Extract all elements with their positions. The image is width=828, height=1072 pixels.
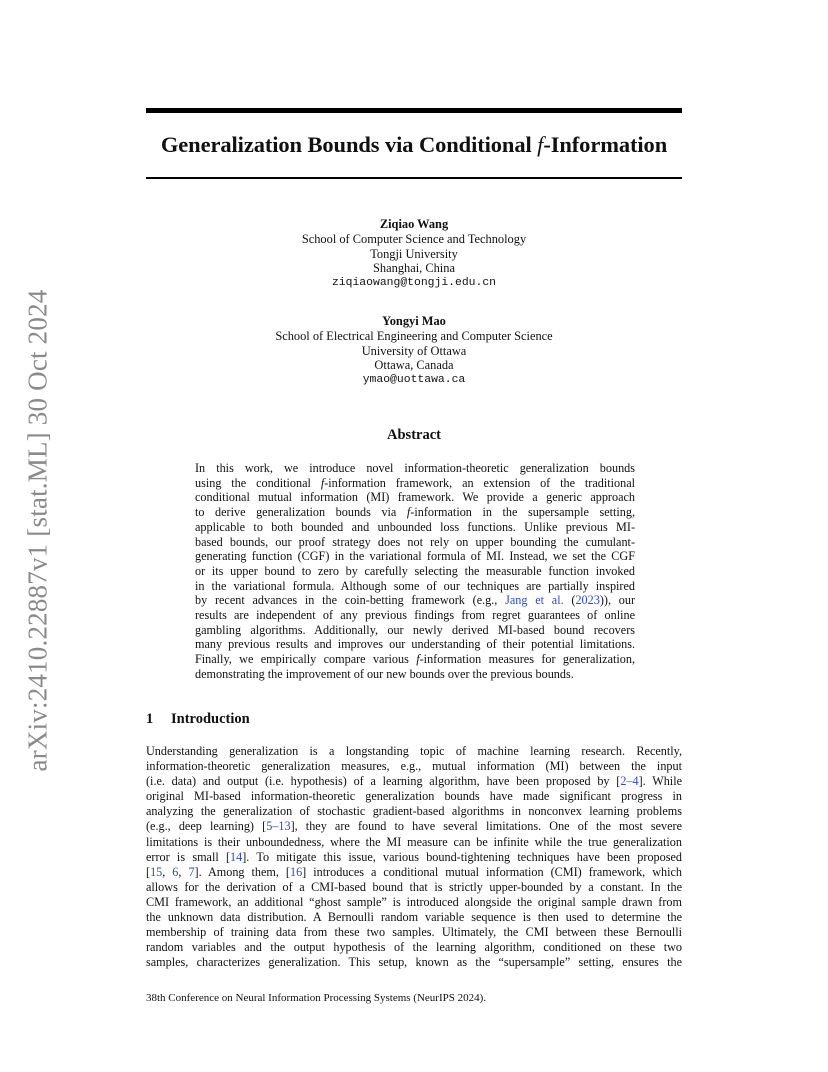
text-line: generating function (CGF) in the variational formula of MI. Instead, we set the CGF bbox=[195, 549, 635, 564]
text-line: or its upper bound to zero by carefully selecting the measurable function invoked bbox=[195, 563, 635, 578]
author-block-1 bbox=[146, 217, 682, 291]
author-name: Ziqiao Wang bbox=[379, 217, 449, 231]
text-line: limitations is their unboundedness, where the MI measure can be infinite while the true generalization bbox=[146, 834, 682, 849]
text-line: based bounds, our proof strategy does not rely on upper bounding the cumulant- bbox=[195, 534, 635, 549]
arxiv-identifier-stamp bbox=[14, 282, 62, 778]
text-line: random variables and the output hypothesis of the learning algorithm, conditioned on these two bbox=[146, 940, 682, 955]
text-line: analyzing the generalization of stochastic gradient-based algorithms in nonconvex learning problems bbox=[146, 804, 682, 819]
math-f: f bbox=[406, 505, 411, 520]
text-line: applicable to both bounded and unbounded loss functions. Unlike previous MI- bbox=[195, 519, 635, 534]
citation-link[interactable]: 6 bbox=[172, 864, 179, 879]
text-line: original MI-based information-theoretic generalization bounds have made significant progress in bbox=[146, 789, 682, 804]
author-email: ziqiaowang@tongji.edu.cn bbox=[331, 277, 497, 290]
text-line: gambling algorithms. Additionally, our newly derived MI-based bound recovers bbox=[195, 622, 635, 637]
author-location: Shanghai, China bbox=[373, 261, 455, 276]
conference-footer: 38th Conference on Neural Information Processing Systems (NeurIPS 2024). bbox=[146, 992, 487, 1004]
text-line: to derive generalization bounds via f-information in the supersample setting, bbox=[195, 505, 635, 520]
citation-link[interactable]: Jang et al. bbox=[505, 593, 564, 608]
text-line: [15, 6, 7]. Among them, [16] introduces a conditional mutual information (CMI) framework, which bbox=[146, 864, 682, 879]
citation-link[interactable]: 2–4 bbox=[620, 774, 639, 789]
text-line: by recent advances in the coin-betting framework (e.g., Jang et al. (2023)), our bbox=[195, 593, 635, 608]
paper-title-post: -Information bbox=[543, 132, 668, 157]
author-block-2 bbox=[146, 314, 682, 388]
math-f: f bbox=[416, 652, 420, 667]
text-line: membership of training data from these two samples. Ultimately, the CMI between these Bernoulli bbox=[146, 925, 682, 940]
math-f: f bbox=[320, 475, 325, 490]
author-location: Ottawa, Canada bbox=[374, 358, 454, 373]
citation-link[interactable]: 14 bbox=[230, 849, 243, 864]
text-line: allows for the derivation of a CMI-based bound that is strictly upper-bounded by a constant. In the bbox=[146, 879, 682, 894]
author-name: Yongyi Mao bbox=[382, 314, 446, 328]
text-line: error is small [14]. To mitigate this issue, various bound-tightening techniques have been proposed bbox=[146, 849, 682, 864]
author-university: Tongji University bbox=[370, 246, 458, 261]
author-department: School of Electrical Engineering and Computer Science bbox=[275, 328, 553, 343]
citation-link[interactable]: 16 bbox=[289, 864, 303, 879]
text-line: Understanding generalization is a longstanding topic of machine learning research. Recently, bbox=[146, 744, 682, 758]
citation-link[interactable]: 5–13 bbox=[266, 819, 291, 834]
abstract-heading: Abstract bbox=[387, 427, 441, 443]
text-line: information-theoretic generalization measures, e.g., mutual information (MI) between the input bbox=[146, 759, 682, 774]
paper-title-f: f bbox=[537, 132, 544, 157]
abstract-body bbox=[195, 461, 635, 682]
text-line: the unknown data distribution. A Bernoulli random variable sequence is then used to determine the bbox=[146, 910, 682, 925]
arxiv-identifier-text: arXiv:2410.22887v1 [stat.ML] 30 Oct 2024 bbox=[22, 289, 53, 771]
text-line: conditional mutual information (MI) framework. We provide a generic approach bbox=[195, 490, 635, 505]
text-line: in the variational formula. Although some of our techniques are partially inspired bbox=[195, 578, 635, 593]
text-line: many previous results and improves our understanding of their potential limitations. bbox=[195, 637, 635, 652]
citation-link[interactable]: 15 bbox=[150, 864, 163, 879]
author-email: ymao@uottawa.ca bbox=[362, 374, 466, 387]
author-department: School of Computer Science and Technology bbox=[301, 231, 527, 246]
text-line: Finally, we empirically compare various f-information measures for generalization, bbox=[195, 652, 635, 667]
introduction-body bbox=[146, 744, 682, 970]
paper-title-pre: Generalization Bounds via Conditional bbox=[160, 132, 538, 157]
paper-title bbox=[146, 130, 682, 160]
title-top-rule bbox=[146, 108, 682, 113]
text-line: (i.e. data) and output (i.e. hypothesis) of a learning algorithm, have been proposed by [2–4]. While bbox=[146, 774, 682, 789]
text-line: results are independent of any previous findings from regret guarantees of online bbox=[195, 608, 635, 623]
author-university: University of Ottawa bbox=[361, 343, 467, 358]
text-line: demonstrating the improvement of our new bounds over the previous bounds. bbox=[195, 666, 574, 681]
text-line: samples, characterizes generalization. This setup, known as the “supersample” setting, ensures the bbox=[146, 955, 682, 970]
section-heading bbox=[146, 710, 250, 728]
section-title: Introduction bbox=[171, 711, 250, 727]
citation-link[interactable]: 2023 bbox=[575, 593, 600, 608]
citation-link[interactable]: 7 bbox=[188, 864, 195, 879]
text-line: (e.g., deep learning) [5–13], they are found to have several limitations. One of the most severe bbox=[146, 819, 682, 834]
text-line: In this work, we introduce novel information-theoretic generalization bounds bbox=[195, 461, 635, 475]
section-number: 1 bbox=[146, 711, 154, 727]
text-line: using the conditional f-information framework, an extension of the traditional bbox=[195, 475, 635, 490]
title-bottom-rule bbox=[146, 177, 682, 179]
text-line: CMI framework, an additional “ghost sample” is introduced alongside the original sample drawn from bbox=[146, 894, 682, 909]
